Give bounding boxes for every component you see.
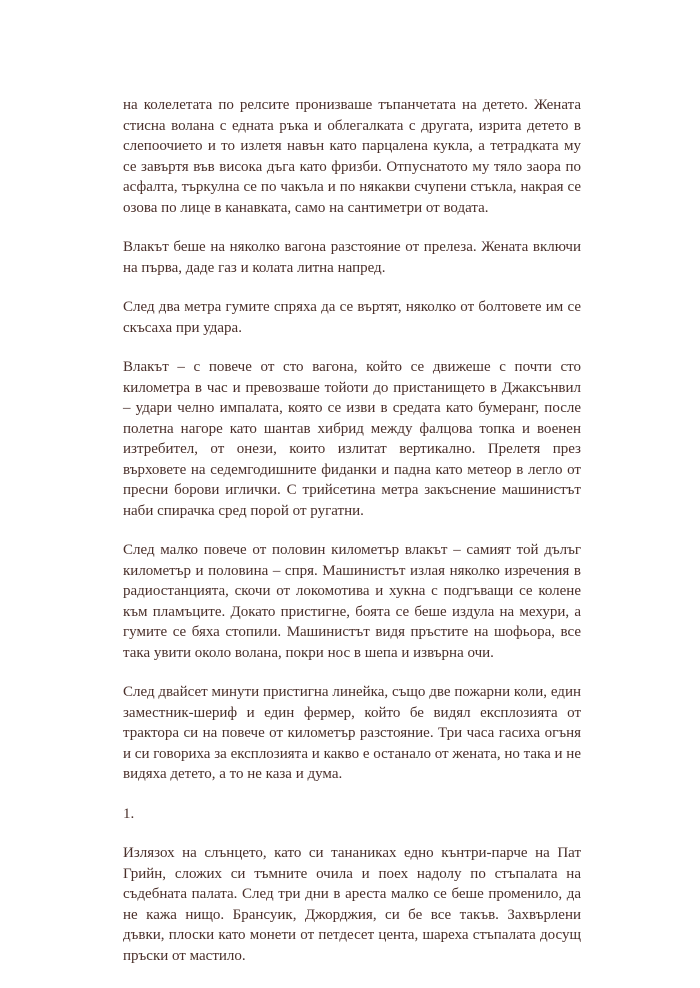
paragraph: След два метра гумите спряха да се въртят, няколко от болтовете им се скъсаха при удара. — [123, 299, 581, 336]
chapter-number: 1. — [123, 805, 135, 822]
paragraph: Влакът беше на няколко вагона разстояние от прелеза. Жената включи на първа, даде газ и колата литна напред. — [123, 239, 581, 276]
paragraph: След малко повече от половин километър влакът – самият той дълъг километър и половина – спря. Машинистът излая няколко изречения в радиостанцията, скочи от локомотива и хукна с подгъващи се колене към пламъците. Докато пристигне, боята се беше издула на мехури, а гумите се бяха стопили. Машинистът видя пръстите на шофьора, все така увити около волана, покри нос в шепа и извърна очи. — [123, 542, 581, 661]
paragraph: След двайсет минути пристигна линейка, също две пожарни коли, един заместник-шериф и един фермер, който бе видял експлозията от трактора си на повече от километър разстояние. Три часа гасиха огъня и си говориха за експлозията и какво е останало от жената, но така и не видяха детето, а то не каза и дума. — [123, 684, 581, 782]
body-text — [123, 95, 581, 985]
paragraph: на колелетата по релсите пронизваше тъпанчетата на детето. Жената стисна волана с едната ръка и облегалката с другата, изрита детето в слепоочието и то излетя навън като парцалена кукла, а тетрадката му се завъртя във висока дъга като фризби. Отпуснатото му тяло заора по асфалта, търкулна се по чакъла и по някакви счупени стъкла, накрая се озова по лице в канавката, само на сантиметри от водата. — [123, 97, 581, 216]
paragraph: Влакът – с повече от сто вагона, който се движеше с почти сто километра в час и превозваше тойоти до пристанището в Джаксънвил – удари челно импалата, която се изви в средата като бумеранг, после полетна нагоре като шантав хибрид между фалцова топка и военен изтребител, от онези, които излитат вертикално. Прелетя през върховете на седемгодишните фиданки и падна като метеор в легло от пресни борови иглички. С трийсетина метра закъснение машинистът наби спирачка сред порой от ругатни. — [123, 359, 581, 519]
paragraph: Излязох на слънцето, като си тананиках едно кънтри-парче на Пат Грийн, сложих си тъмните очила и поех надолу по стъпалата на съдебната палата. След три дни в ареста малко се беше променило, да не кажа нищо. Брансуик, Джорджия, си бе все такъв. Захвърлени дъвки, плоски като монети от петдесет цента, шареха стъпалата досущ пръски от мастило. — [123, 845, 581, 964]
